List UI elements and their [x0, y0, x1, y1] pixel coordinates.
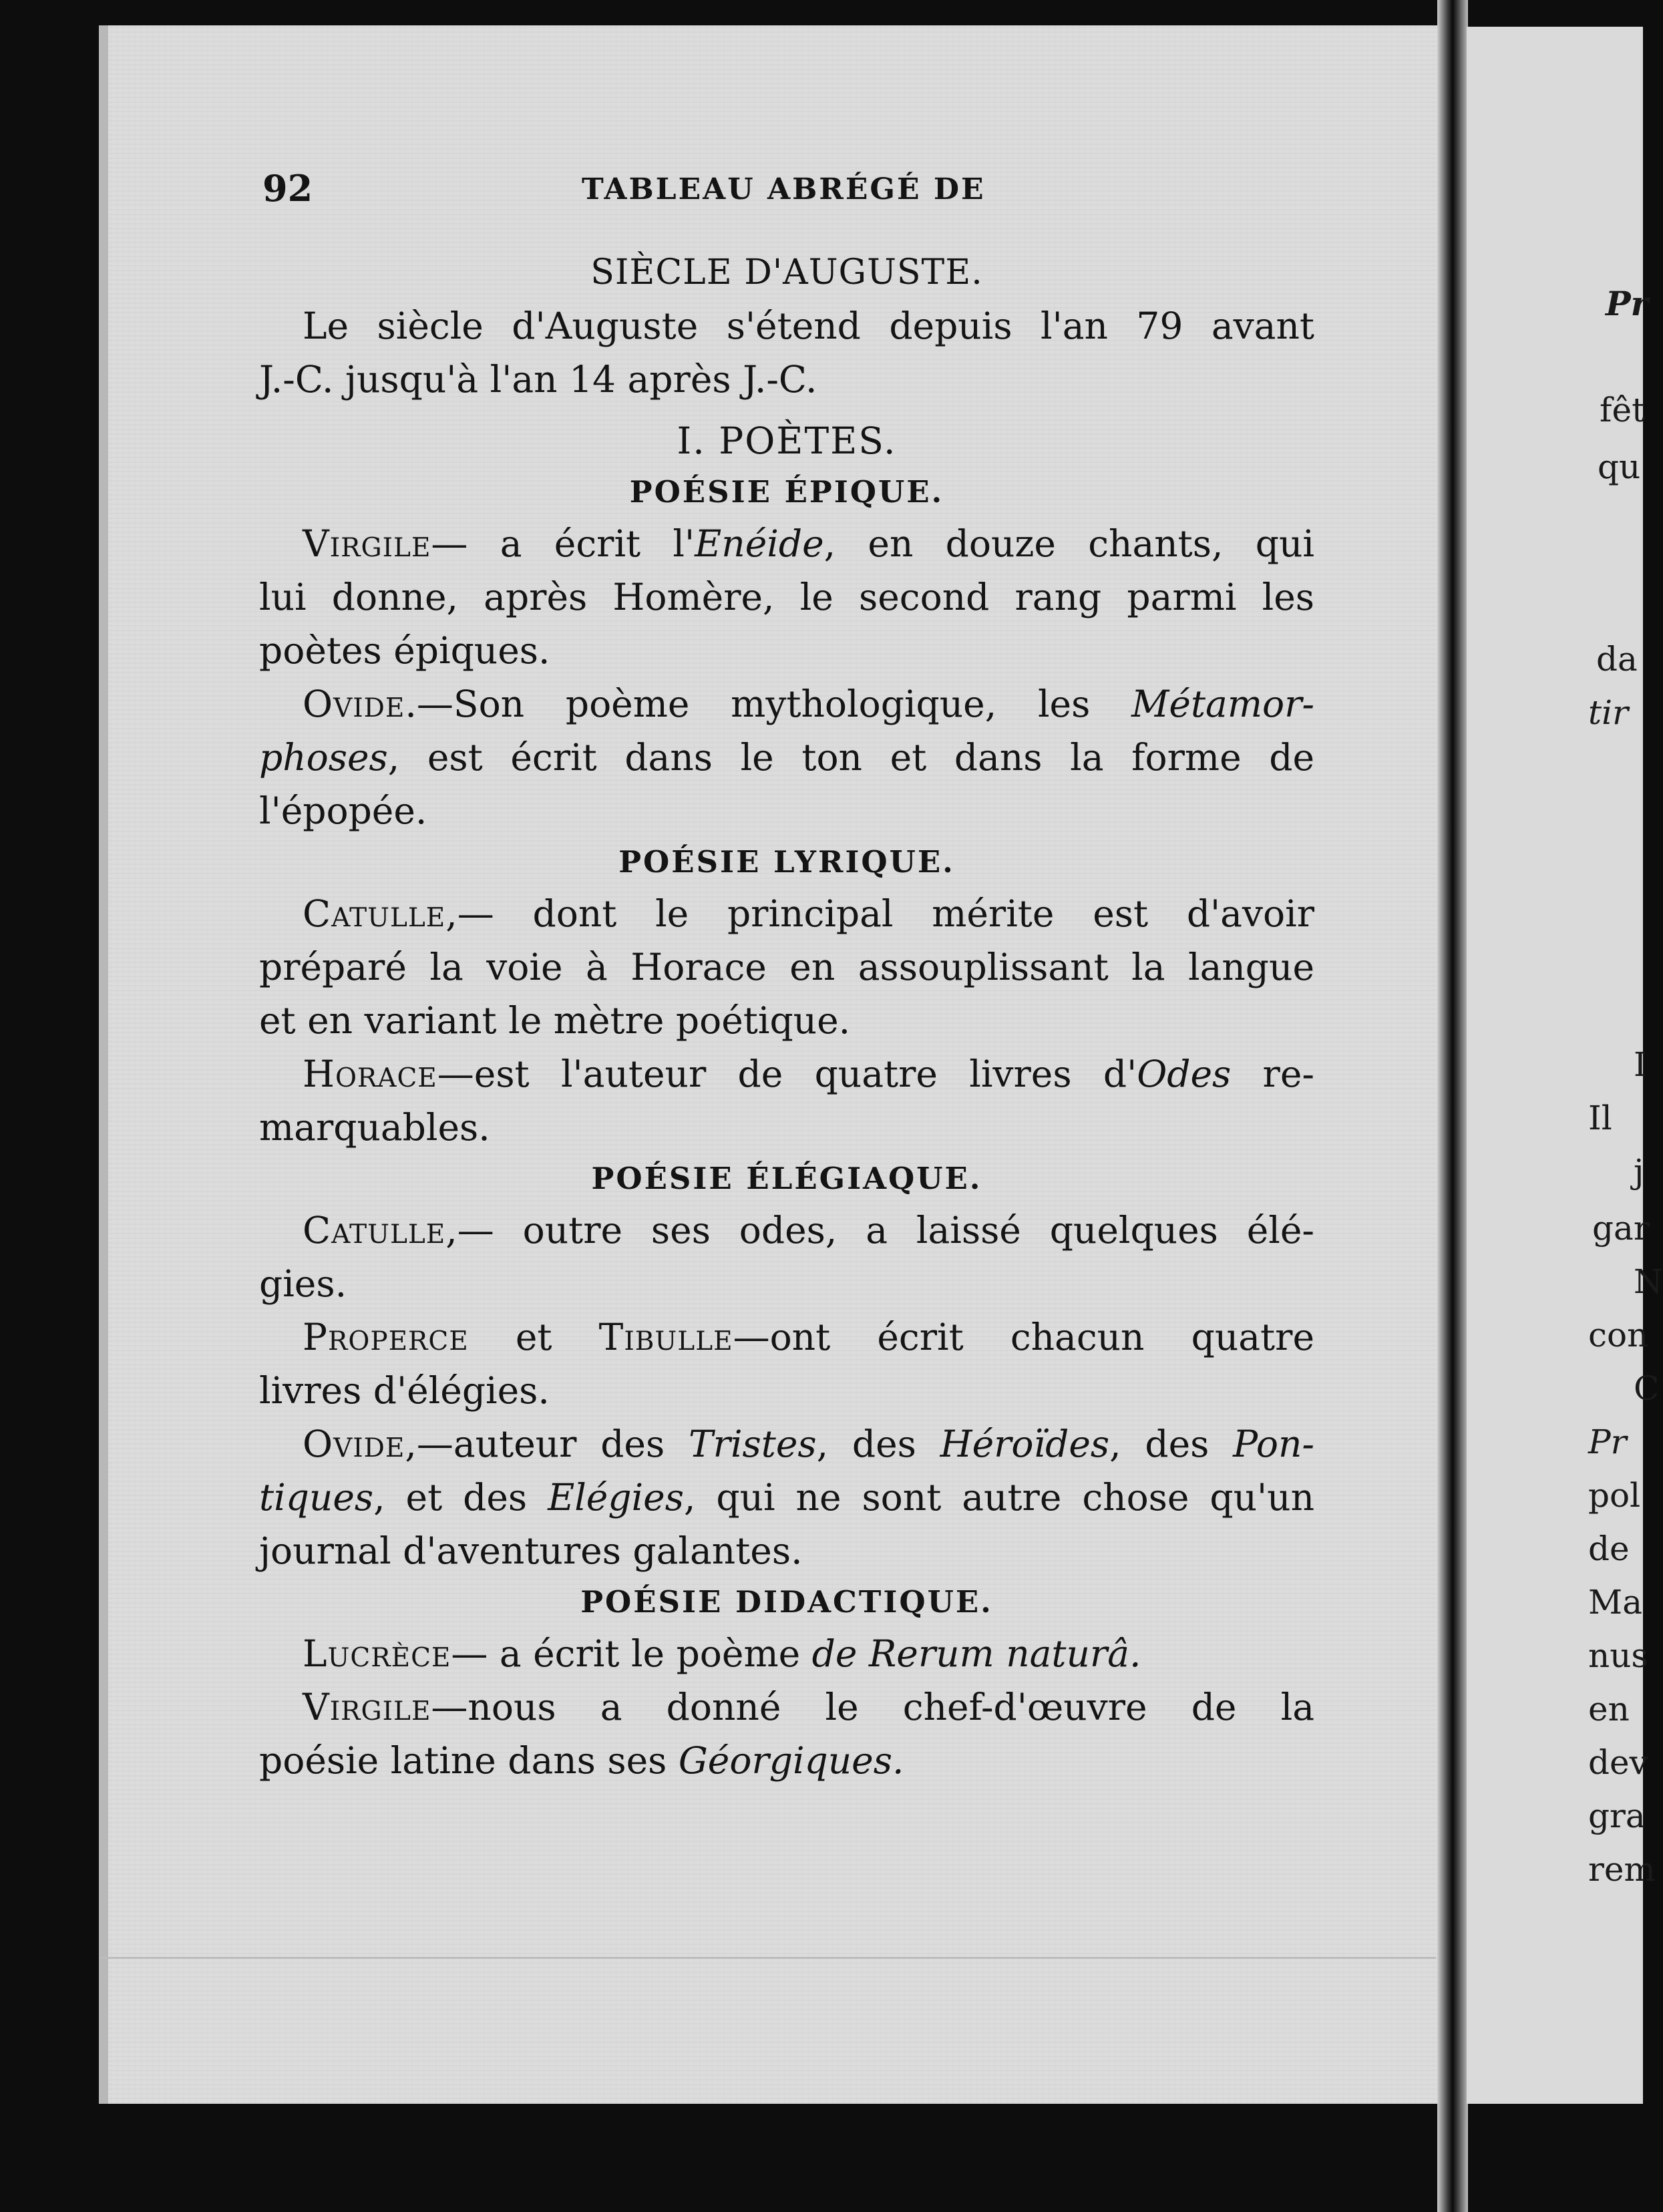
author-name: Ovide: [303, 683, 405, 725]
book-gutter: [1437, 0, 1468, 2212]
text-line: tiques, et des Elégies, qui ne sont autre chose qu'un: [259, 1476, 1314, 1519]
facing-fragment: tir: [1588, 693, 1628, 732]
text-line: poètes épiques.: [259, 629, 550, 672]
text-line: lui donne, après Homère, le second rang parmi les: [259, 576, 1314, 618]
entry-catulle: Catulle,— outre ses odes, a laissé quelques élé-: [303, 1209, 1314, 1252]
work-title: Pon-: [1233, 1423, 1315, 1465]
running-title: TABLEAU ABRÉGÉ DE: [582, 172, 986, 206]
author-name: Lucrèce: [303, 1632, 451, 1675]
text-line: préparé la voie à Horace en assouplissant la langue: [259, 946, 1314, 988]
page-body: [259, 246, 1314, 1787]
text-line: l'épopée.: [259, 789, 427, 832]
work-title: Elégies: [548, 1476, 684, 1519]
author-name: Catulle: [303, 892, 446, 935]
facing-fragment: rem: [1588, 1850, 1656, 1889]
author-name: Ovide: [303, 1423, 405, 1465]
entry-horace: Horace—est l'auteur de quatre livres d'Odes re-: [303, 1053, 1314, 1095]
running-head: [262, 167, 1312, 214]
work-title: Enéide: [695, 522, 824, 565]
facing-fragment: Il: [1588, 1099, 1612, 1137]
text-line: phoses, est écrit dans le ton et dans la forme de: [259, 736, 1314, 779]
facing-fragment: fêt: [1600, 391, 1646, 429]
section-heading-lyrique: POÉSIE LYRIQUE.: [618, 844, 955, 880]
facing-fragment: qu: [1598, 447, 1641, 486]
work-title: Métamor-: [1131, 683, 1314, 725]
entry-virgile: Virgile—nous a donné le chef-d'œuvre de la: [303, 1686, 1314, 1728]
facing-fragment: C: [1634, 1369, 1660, 1408]
facing-fragment: gar: [1592, 1209, 1650, 1248]
entry-catulle: Catulle,— dont le principal mérite est d'avoir: [303, 892, 1314, 935]
work-title: Odes: [1137, 1053, 1232, 1095]
entry-ovide: Ovide.—Son poème mythologique, les Métamor-: [303, 683, 1314, 725]
text-line: journal d'aventures galantes.: [259, 1529, 803, 1572]
work-title: Héroïdes: [940, 1423, 1110, 1465]
entry-lucrece: Lucrèce— a écrit le poème de Rerum naturâ.: [303, 1632, 1141, 1675]
author-name: Virgile: [303, 1686, 431, 1728]
facing-fragment: N: [1634, 1262, 1663, 1301]
work-title: Tristes: [688, 1423, 817, 1465]
work-title: de Rerum naturâ.: [811, 1632, 1141, 1675]
facing-fragment: pol: [1588, 1476, 1641, 1515]
facing-fragment: Ma: [1588, 1583, 1643, 1622]
work-title: tiques: [259, 1476, 374, 1519]
page-edge: [99, 25, 108, 2104]
facing-fragment: I: [1634, 1045, 1647, 1084]
entry-properce-tibulle: Properce et Tibulle—ont écrit chacun quatre: [303, 1316, 1314, 1358]
text-line: livres d'élégies.: [259, 1369, 550, 1412]
section-heading-didactique: POÉSIE DIDACTIQUE.: [580, 1584, 993, 1620]
facing-fragment: Pr: [1606, 284, 1648, 323]
entry-ovide: Ovide,—auteur des Tristes, des Héroïdes, des Pon-: [303, 1423, 1315, 1465]
section-heading-elegiaque: POÉSIE ÉLÉGIAQUE.: [591, 1161, 982, 1196]
author-name: Virgile: [303, 522, 431, 565]
facing-fragment: con: [1588, 1316, 1649, 1354]
section-heading-epique: POÉSIE ÉPIQUE.: [629, 474, 944, 510]
author-name: Catulle: [303, 1209, 446, 1252]
author-name: Tibulle: [598, 1316, 733, 1358]
facing-fragment: gra: [1588, 1797, 1646, 1835]
work-title: Géorgiques.: [678, 1739, 904, 1782]
work-title: phoses: [259, 736, 388, 779]
facing-fragment: dev: [1588, 1743, 1648, 1782]
text-line: gies.: [259, 1262, 347, 1305]
intro-line: Le siècle d'Auguste s'étend depuis l'an 79 avant: [303, 305, 1314, 347]
facing-fragment: nus: [1588, 1636, 1649, 1675]
entry-virgile: Virgile— a écrit l'Enéide, en douze chants, qui: [303, 522, 1314, 565]
chapter-title: SIÈCLE D'AUGUSTE.: [590, 252, 983, 293]
text-line: marquables.: [259, 1106, 490, 1149]
text-line: poésie latine dans ses Géorgiques.: [259, 1739, 904, 1782]
facing-fragment: j: [1634, 1152, 1644, 1191]
facing-page: [1467, 27, 1646, 2104]
facing-fragment: en: [1588, 1690, 1630, 1728]
facing-fragment: de: [1588, 1529, 1630, 1568]
part-title: I. POÈTES.: [677, 419, 897, 462]
page-bottom-rule: [100, 1957, 1436, 1959]
author-name: Properce: [303, 1316, 469, 1358]
intro-line: J.-C. jusqu'à l'an 14 après J.-C.: [259, 358, 817, 401]
facing-fragment: Pr: [1588, 1423, 1627, 1461]
text-line: et en variant le mètre poétique.: [259, 999, 851, 1042]
facing-fragment: da: [1596, 640, 1638, 679]
author-name: Horace: [303, 1053, 437, 1095]
page-number: 92: [262, 167, 313, 210]
